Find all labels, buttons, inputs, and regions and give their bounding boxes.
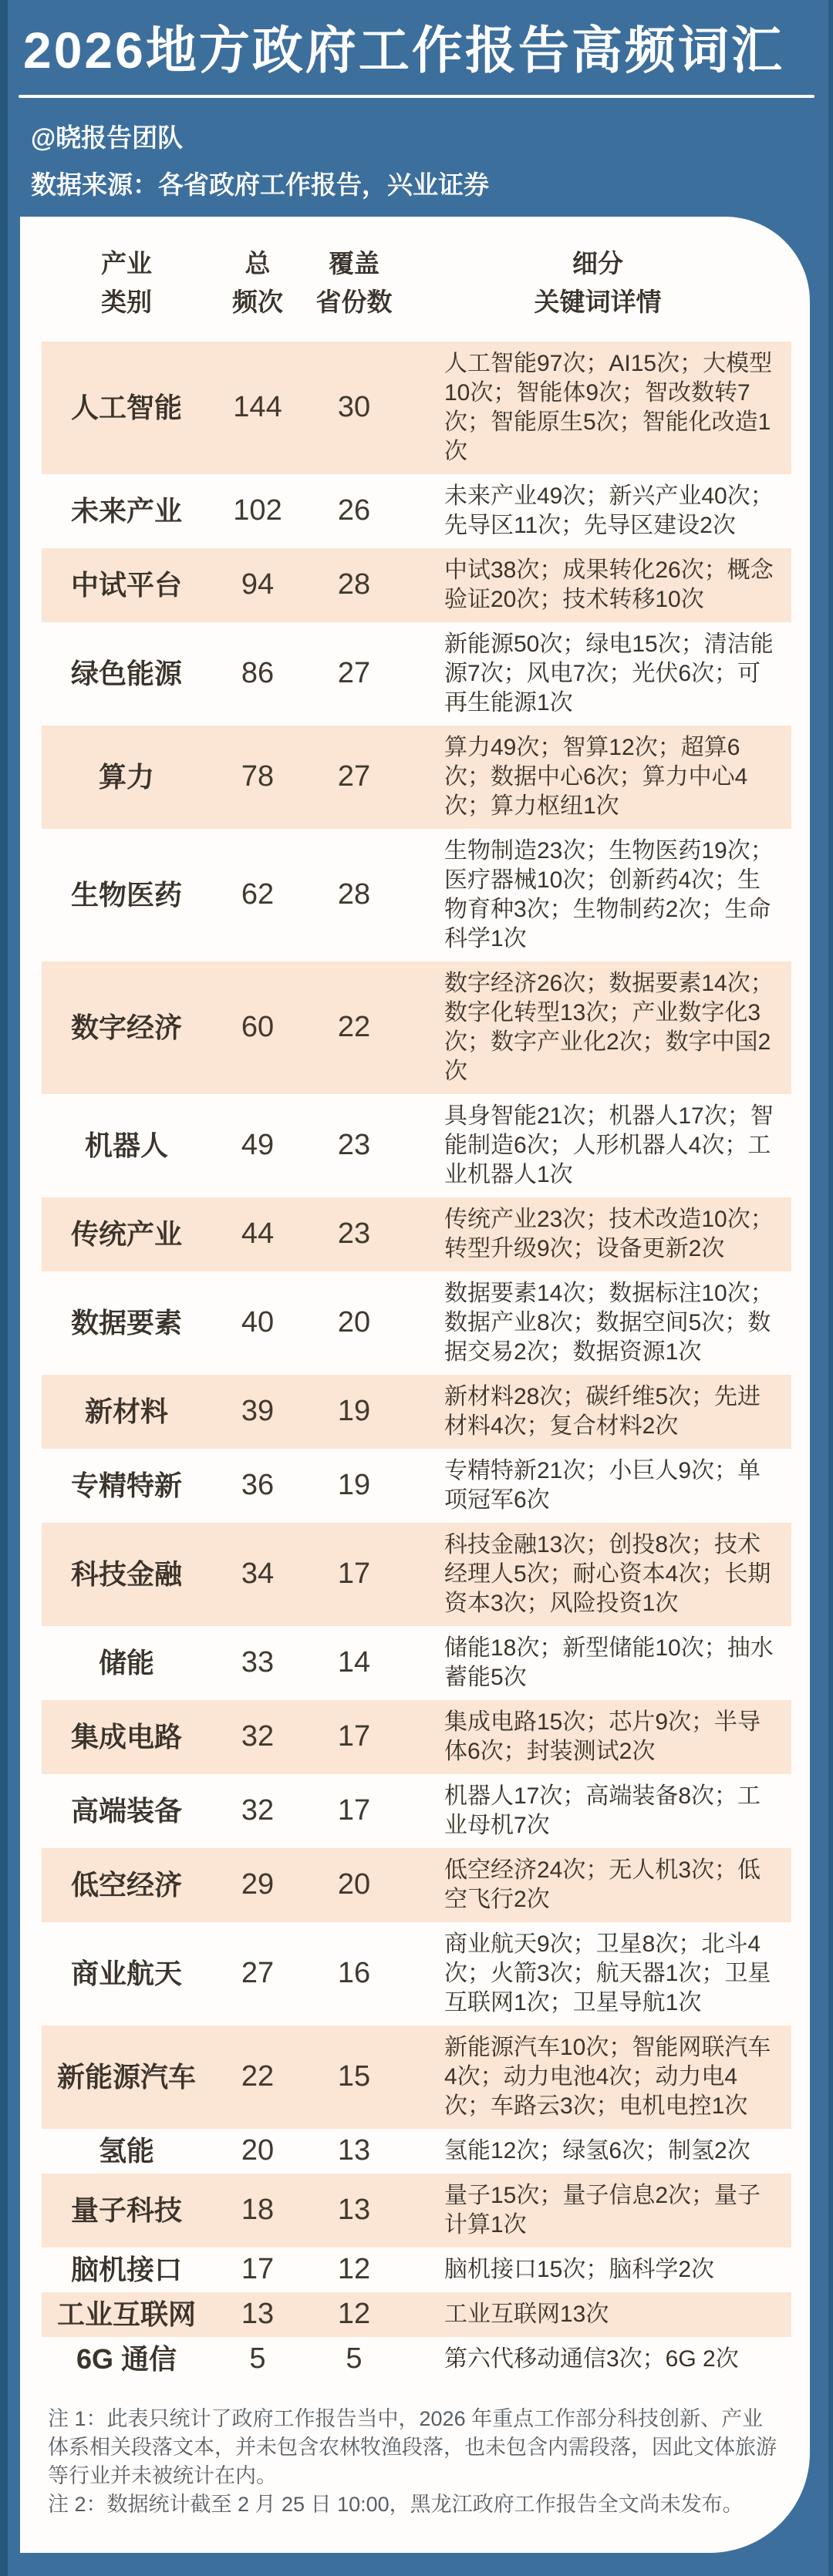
left-edge-strip	[0, 0, 8, 2576]
provinces-cell: 17	[337, 1794, 371, 1827]
keywords-cell: 集成电路15次；芯片9次；半导体6次；封装测试2次	[444, 1709, 761, 1764]
column-header-frequency-line2: 频次	[232, 287, 283, 316]
frequency-cell: 144	[233, 391, 282, 423]
keywords-cell: 脑机接口15次；脑科学2次	[444, 2256, 715, 2282]
footnotes	[20, 2382, 810, 2553]
category-cell: 科技金融	[70, 1558, 182, 1590]
frequency-cell: 18	[241, 2194, 275, 2226]
column-header-provinces-line2: 省份数	[315, 287, 393, 316]
category-cell: 未来产业	[70, 495, 182, 527]
frequency-cell: 5	[249, 2342, 266, 2375]
table-card	[20, 217, 810, 2553]
column-header-category	[42, 244, 211, 322]
table-row	[42, 1848, 791, 1922]
table-row	[42, 1700, 791, 1774]
table-rows	[42, 342, 791, 2382]
category-cell: 算力	[98, 761, 154, 793]
provinces-cell: 19	[337, 1395, 371, 1427]
table-row	[42, 548, 791, 622]
category-cell: 量子科技	[70, 2194, 182, 2226]
provinces-cell: 20	[337, 1868, 371, 1901]
keywords-cell: 工业互联网13次	[444, 2301, 609, 2327]
frequency-cell: 20	[241, 2134, 275, 2167]
keywords-cell: 商业航天9次；卫星8次；北斗4次；火箭3次；航天器1次；卫星互联网1次；卫星导航1次	[444, 1931, 771, 2015]
right-edge-strip	[828, 0, 833, 2576]
keywords-cell: 机器人17次；高端装备8次；工业母机7次	[444, 1783, 761, 1838]
frequency-cell: 33	[241, 1646, 275, 1679]
keywords-cell: 传统产业23次；技术改造10次；转型升级9次；设备更新2次	[444, 1206, 774, 1261]
page-title: 2026地方政府工作报告高频词汇	[23, 22, 784, 79]
frequency-cell: 34	[241, 1557, 275, 1590]
category-cell: 中试平台	[70, 569, 182, 601]
category-cell: 新能源汽车	[56, 2061, 196, 2093]
category-cell: 工业互联网	[56, 2298, 196, 2330]
column-header-keywords	[404, 244, 791, 322]
frequency-cell: 27	[241, 1957, 275, 1989]
column-header-provinces	[304, 244, 404, 322]
column-header-keywords-line1: 细分	[572, 248, 623, 278]
column-header-frequency	[211, 244, 304, 322]
keywords-cell: 储能18次；新型储能10次；抽水蓄能5次	[444, 1635, 774, 1690]
category-cell: 高端装备	[70, 1795, 182, 1827]
keywords-cell: 量子15次；量子信息2次；量子计算1次	[444, 2182, 761, 2238]
table-row	[42, 1375, 791, 1449]
category-cell: 人工智能	[70, 392, 182, 423]
category-cell: 传统产业	[70, 1218, 182, 1250]
frequency-cell: 44	[241, 1217, 275, 1250]
keywords-cell: 人工智能97次；AI15次；大模型10次；智能体9次；智改数转7次；智能原生5次；智能化改造1次	[444, 350, 773, 464]
table-row	[42, 1197, 791, 1271]
provinces-cell: 14	[337, 1646, 371, 1679]
table-row	[42, 1523, 791, 1626]
category-cell: 生物医药	[70, 879, 182, 911]
keywords-cell: 数字经济26次；数据要素14次；数字化转型13次；产业数字化3次；数字产业化2次；数字中国2次	[444, 970, 774, 1084]
table-row	[42, 2174, 791, 2248]
frequency-cell: 32	[241, 1720, 275, 1753]
provinces-cell: 5	[346, 2342, 363, 2375]
column-header-keywords-line2: 关键词详情	[534, 287, 662, 316]
table-row	[42, 342, 791, 474]
frequency-cell: 29	[241, 1868, 275, 1901]
category-cell: 数字经济	[70, 1012, 182, 1043]
keywords-cell: 算力49次；智算12次；超算6次；数据中心6次；算力中心4次；算力枢纽1次	[444, 734, 748, 819]
keywords-cell: 新能源50次；绿电15次；清洁能源7次；风电7次；光伏6次；可再生能源1次	[444, 631, 774, 716]
provinces-cell: 13	[337, 2134, 371, 2167]
table-row	[42, 829, 791, 961]
category-cell: 新材料	[84, 1396, 168, 1427]
table-row	[42, 2292, 791, 2337]
category-cell: 数据要素	[70, 1307, 182, 1339]
table-row	[42, 2129, 791, 2174]
category-cell: 脑机接口	[70, 2254, 182, 2285]
category-cell: 氢能	[98, 2135, 154, 2167]
frequency-cell: 86	[241, 657, 275, 689]
provinces-cell: 23	[337, 1129, 371, 1161]
table-row	[42, 2337, 791, 2382]
table-row	[42, 1271, 791, 1375]
category-cell: 专精特新	[70, 1470, 182, 1501]
provinces-cell: 15	[337, 2060, 371, 2093]
frequency-cell: 36	[241, 1469, 275, 1501]
frequency-cell: 17	[241, 2253, 275, 2285]
provinces-cell: 17	[337, 1557, 371, 1590]
keywords-cell: 新能源汽车10次；智能网联汽车4次；动力电池4次；动力电4次；车路云3次；电机电控1次	[444, 2034, 771, 2119]
category-cell: 储能	[98, 1647, 154, 1679]
author-byline: @晓报告团队	[31, 123, 184, 152]
frequency-cell: 60	[241, 1011, 275, 1043]
provinces-cell: 23	[337, 1217, 371, 1250]
footnote-1: 注 1：此表只统计了政府工作报告当中，2026 年重点工作部分科技创新、产业体系相关段落文本，并未包含农林牧渔段落，也未包含内需段落，因此文体旅游等行业并未被统计在内。	[48, 2406, 777, 2487]
footnote-2: 注 2：数据统计截至 2 月 25 日 10:00，黑龙江政府工作报告全文尚未发布。	[48, 2492, 744, 2516]
keywords-cell: 第六代移动通信3次；6G 2次	[444, 2345, 739, 2372]
table-row	[42, 1449, 791, 1523]
keywords-cell: 中试38次；成果转化26次；概念验证20次；技术转移10次	[444, 557, 774, 612]
provinces-cell: 28	[337, 568, 371, 601]
table-row	[42, 1922, 791, 2025]
frequency-cell: 49	[241, 1129, 275, 1161]
keywords-cell: 专精特新21次；小巨人9次；单项冠军6次	[444, 1457, 761, 1513]
column-header-category-line1: 产业	[101, 248, 152, 278]
data-source-line: 数据来源：各省政府工作报告，兴业证券	[31, 170, 489, 199]
frequency-cell: 13	[241, 2298, 275, 2330]
frequency-cell: 62	[241, 878, 275, 911]
provinces-cell: 17	[337, 1720, 371, 1753]
keywords-cell: 低空经济24次；无人机3次；低空飞行2次	[444, 1857, 761, 1912]
keywords-cell: 科技金融13次；创投8次；技术经理人5次；耐心资本4次；长期资本3次；风险投资1次	[444, 1531, 771, 1616]
frequency-cell: 39	[241, 1395, 275, 1427]
keywords-cell: 未来产业49次；新兴产业40次；先导区11次；先导区建设2次	[444, 483, 774, 538]
title-divider	[19, 95, 814, 98]
table-row	[42, 2025, 791, 2129]
table-header-row	[42, 217, 791, 342]
keywords-cell: 生物制造23次；生物医药19次；医疗器械10次；创新药4次；生物育种3次；生物制药2次；生命科学1次	[444, 837, 774, 951]
table-row	[42, 1094, 791, 1197]
table-row	[42, 726, 791, 829]
table-row	[42, 2248, 791, 2292]
category-cell: 商业航天	[70, 1958, 182, 1989]
category-cell: 机器人	[84, 1130, 168, 1161]
frequency-cell: 78	[241, 760, 275, 793]
provinces-cell: 12	[337, 2253, 371, 2285]
table-row	[42, 622, 791, 726]
provinces-cell: 16	[337, 1957, 371, 1989]
keywords-cell: 氢能12次；绿氢6次；制氢2次	[444, 2137, 750, 2164]
keywords-cell: 新材料28次；碳纤维5次；先进材料4次；复合材料2次	[444, 1383, 761, 1439]
frequency-cell: 32	[241, 1794, 275, 1827]
category-cell: 低空经济	[70, 1869, 182, 1901]
provinces-cell: 27	[337, 657, 371, 689]
provinces-cell: 28	[337, 878, 371, 911]
provinces-cell: 26	[337, 494, 371, 527]
category-cell: 集成电路	[70, 1721, 182, 1753]
provinces-cell: 12	[337, 2298, 371, 2330]
column-header-provinces-line1: 覆盖	[329, 248, 379, 278]
category-cell: 6G 通信	[76, 2343, 177, 2375]
provinces-cell: 22	[337, 1011, 371, 1043]
frequency-cell: 94	[241, 568, 275, 601]
keywords-cell: 数据要素14次；数据标注10次；数据产业8次；数据空间5次；数据交易2次；数据资源1次	[444, 1280, 774, 1365]
provinces-cell: 19	[337, 1469, 371, 1501]
frequency-cell: 102	[233, 494, 282, 527]
frequency-cell: 22	[241, 2060, 275, 2093]
provinces-cell: 27	[337, 760, 371, 793]
table-row	[42, 1626, 791, 1700]
table-row	[42, 961, 791, 1094]
table-row	[42, 474, 791, 548]
column-header-frequency-line1: 总	[245, 248, 271, 278]
column-header-category-line2: 类别	[101, 287, 152, 316]
provinces-cell: 20	[337, 1306, 371, 1339]
category-cell: 绿色能源	[70, 658, 182, 689]
table-row	[42, 1774, 791, 1848]
provinces-cell: 30	[337, 391, 371, 423]
keywords-cell: 具身智能21次；机器人17次；智能制造6次；人形机器人4次；工业机器人1次	[444, 1103, 774, 1187]
frequency-cell: 40	[241, 1306, 275, 1339]
provinces-cell: 13	[337, 2194, 371, 2226]
poster-header	[0, 0, 833, 201]
